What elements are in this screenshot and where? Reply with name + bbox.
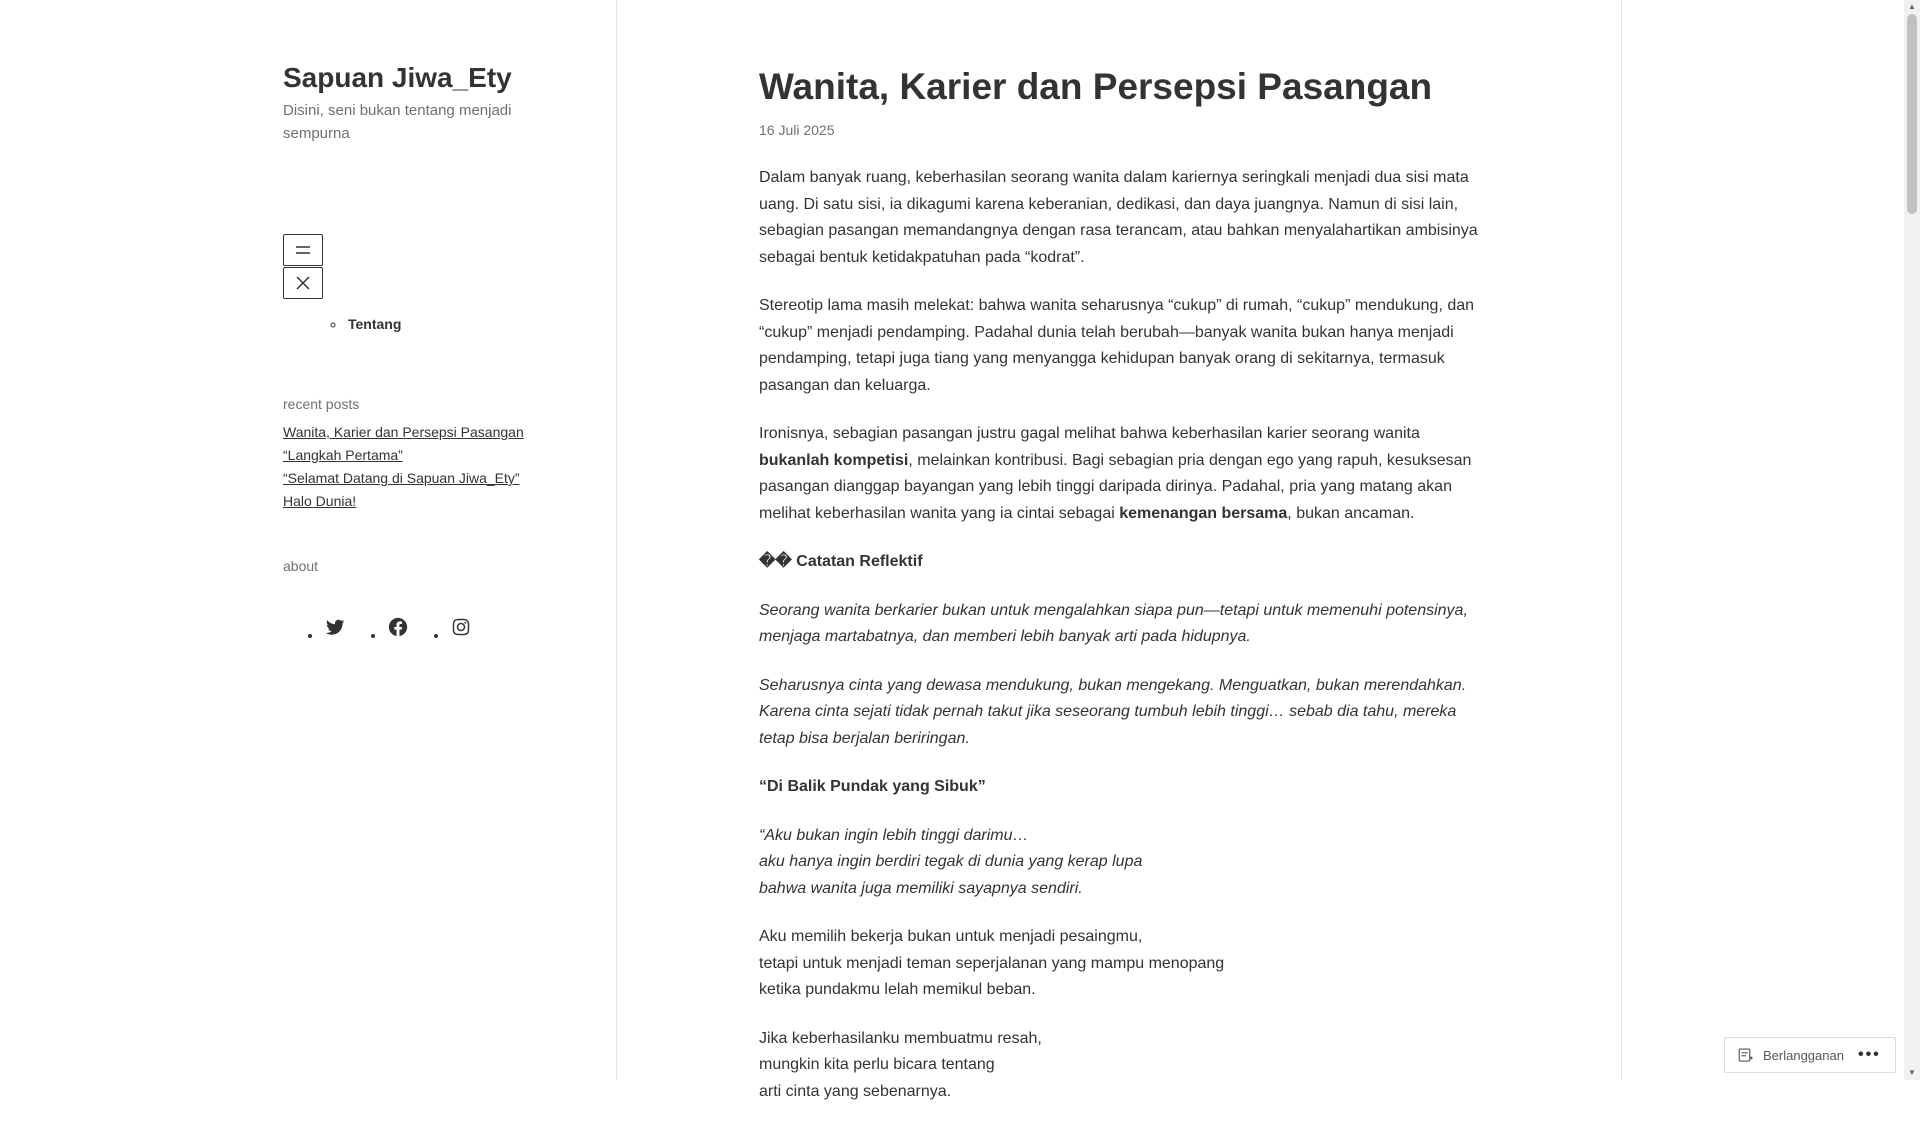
hamburger-icon xyxy=(294,241,312,259)
recent-post-link[interactable]: Halo Dunia! xyxy=(283,493,357,509)
subscribe-bar xyxy=(1724,1037,1896,1073)
menu-open-button[interactable] xyxy=(283,234,323,266)
post-body xyxy=(759,165,1489,1105)
social-links xyxy=(283,616,472,638)
poem-title: “Di Balik Pundak yang Sibuk” xyxy=(759,778,986,795)
recent-posts-title: recent posts xyxy=(283,396,360,412)
main-content xyxy=(617,0,1622,1100)
subscribe-button[interactable]: Berlangganan xyxy=(1763,1047,1844,1063)
post-date[interactable]: 16 Juli 2025 xyxy=(759,122,835,138)
nav-menu xyxy=(346,316,401,332)
recent-post-link[interactable]: “Selamat Datang di Sapuan Jiwa_Ety” xyxy=(283,470,520,486)
reflection-heading: �� Catatan Reflektif xyxy=(759,553,923,570)
site-description: Disini, seni bukan tentang menjadi sempurna xyxy=(283,102,512,142)
reader-icon xyxy=(1737,1046,1755,1064)
scroll-up-icon[interactable]: ▲ xyxy=(1908,2,1916,11)
site-title[interactable]: Sapuan Jiwa_Ety xyxy=(283,62,512,93)
about-title: about xyxy=(283,558,319,574)
post-title[interactable]: Wanita, Karier dan Persepsi Pasangan xyxy=(759,66,1433,107)
recent-post-link[interactable]: Wanita, Karier dan Persepsi Pasangan xyxy=(283,424,524,440)
post-paragraph: Dalam banyak ruang, keberhasilan seorang wanita dalam kariernya seringkali menjadi dua sisi mata uang. Di satu sisi, ia dikagumi karena keberanian, dedikasi, dan daya juangnya. Namun di sisi lain, sebagian pasangan memandangnya dengan rasa terancam, atau bahkan menyalahartikan ambisinya sebagai bentuk ketidakpatuhan pada “kodrat”. xyxy=(759,169,1478,266)
poem-stanza: Jika keberhasilanku membuatmu resah, mungkin kita perlu bicara tentang arti cinta yang sebenarnya. xyxy=(759,1029,1042,1100)
list-bullet xyxy=(434,634,438,638)
scroll-thumb[interactable] xyxy=(1907,14,1917,214)
scrollbar[interactable] xyxy=(1904,0,1920,1080)
nav-item-tentang[interactable]: ◦ Tentang xyxy=(346,316,401,332)
recent-posts-list xyxy=(283,421,524,513)
recent-post-link[interactable]: “Langkah Pertama” xyxy=(283,447,403,463)
scroll-down-icon[interactable]: ▼ xyxy=(1908,1068,1916,1077)
post-paragraph: Ironisnya, sebagian pasangan justru gagal melihat bahwa keberhasilan karier seorang wanita bukanlah kompetisi, melainkan kontribusi. Bagi sebagian pria dengan ego yang rapuh, kesuksesan pasangan dianggap bayangan yang lebih tinggi daripada dirinya. Padahal, pria yang matang akan melihat keberhasilan wanita yang ia cintai sebagai kemenangan bersama, bukan ancaman. xyxy=(759,425,1472,522)
sidebar xyxy=(0,0,617,1080)
post-paragraph: Stereotip lama masih melekat: bahwa wanita seharusnya “cukup” di rumah, “cukup” mendukung, dan “cukup” menjadi pendamping. Padahal dunia telah berubah—banyak wanita bukan hanya menjadi pendamping, tetapi juga tiang yang menyangga kehidupan banyak orang di sekitarnya, termasuk pasangan dan keluarga. xyxy=(759,297,1475,394)
post-paragraph: Seharusnya cinta yang dewasa mendukung, bukan mengekang. Menguatkan, bukan merendahkan. Karena cinta sejati tidak pernah takut jika seseorang tumbuh lebih tinggi… sebab dia tahu, mereka tetap bisa berjalan beriringan. xyxy=(759,676,1467,747)
menu-close-button[interactable] xyxy=(283,267,323,299)
twitter-icon[interactable] xyxy=(324,616,346,638)
poem-stanza: Aku memilih bekerja bukan untuk menjadi pesaingmu, tetapi untuk menjadi teman seperjalanan yang mampu menopang ketika pundakmu lelah memikul beban. xyxy=(759,928,1225,998)
more-options-button[interactable]: ••• xyxy=(1857,1046,1881,1063)
list-bullet xyxy=(371,634,375,638)
close-icon xyxy=(294,274,312,292)
poem-stanza: “Aku bukan ingin lebih tinggi darimu… aku hanya ingin berdiri tegak di dunia yang kerap lupa bahwa wanita juga memiliki sayapnya sendiri. xyxy=(759,826,1143,897)
list-bullet xyxy=(308,634,312,638)
facebook-icon[interactable] xyxy=(387,616,409,638)
post-paragraph: Seorang wanita berkarier bukan untuk mengalahkan siapa pun—tetapi untuk memenuhi potensinya, menjaga martabatnya, dan memberi lebih banyak arti pada hidupnya. xyxy=(759,601,1468,645)
instagram-icon[interactable] xyxy=(450,616,472,638)
post-article xyxy=(759,62,1489,1127)
